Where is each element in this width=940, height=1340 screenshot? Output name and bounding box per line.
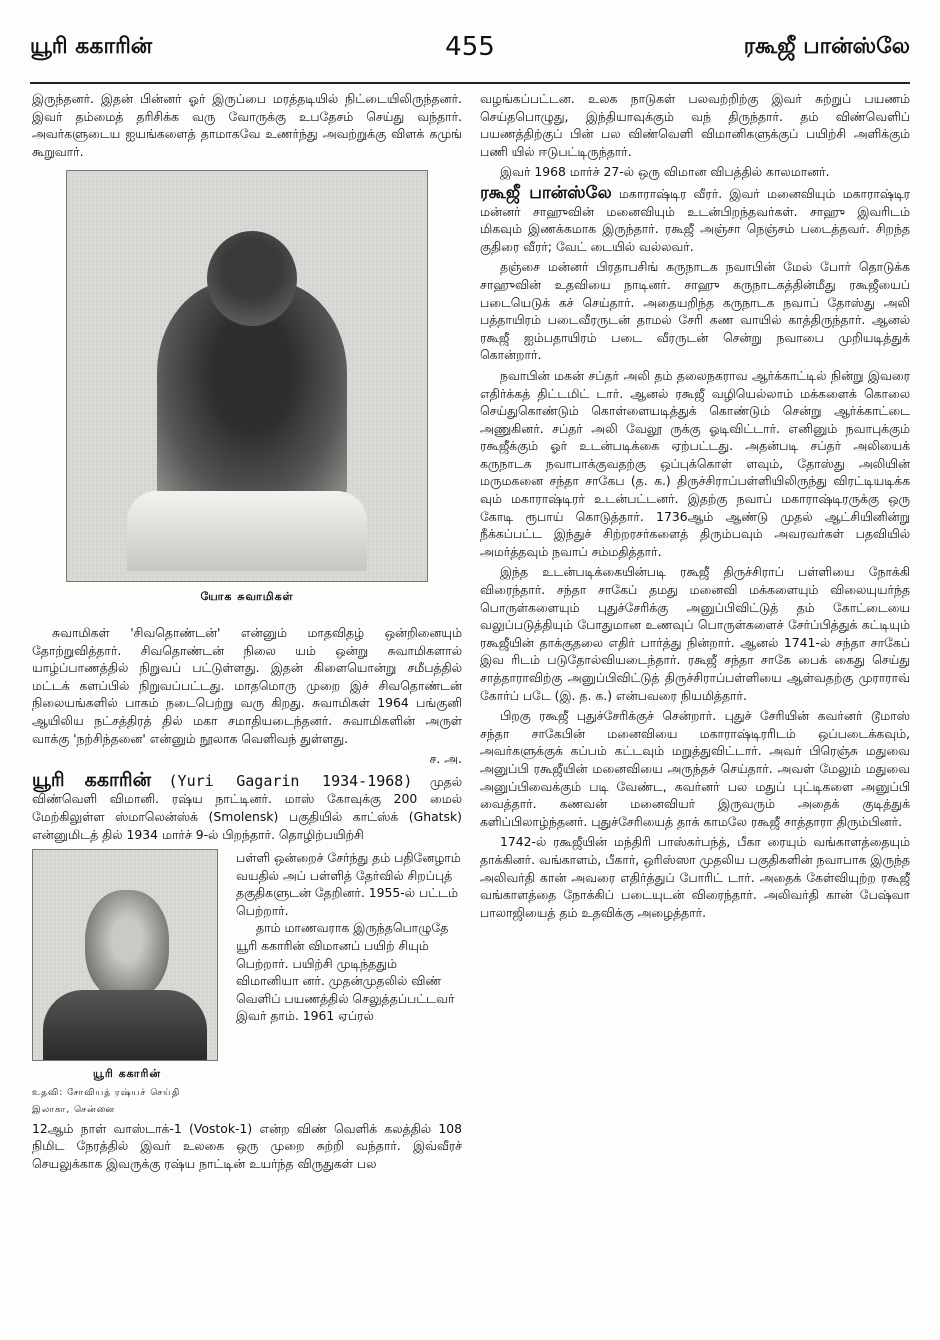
- gagarin-end-paragraph: 12ஆம் நாள் வாஸ்டாக்-1 (Vostok-1) என்ற விண் வெளிக் கலத்தில் 108 நிமிட நேரத்தில் இவர் உலகை ஒரு முறை சுற்றி வந்தார். இவ்வீரச் செயலுக்காக இவருக்கு ரஷ்ய நாட்டின் உயர்ந்த விருதுகள் பல: [32, 1120, 462, 1172]
- raghuji-paragraph-2: நவாபின் மகன் சப்தர் அலி தம் தலைநகராவ ஆர்க்காட்டில் நின்று இவரை எதிர்க்கத் திட்டமிட் டார். ஆனல் ரகூஜீ வழியெல்லாம் மக்களைக் கொலை செய்துகொண்டும் கொள்ளையடித்துக் கொண்டும் சென்று ஆர்க்காட்டை அணுகினர். சப்தர் அலி வேலூ ருக்கு ஓடிவிட்டார். எனினும் நவாபுக்கும் ரகூஜீக்கும் ஓர் உடன்படிக்கை ஏற்பட்டது. அதன்படி சப்தர் அலியைக் கருநாடக நவாபாக்குவதற்கு ஒப்புக்கொள் ளவும், தோஸ்து அலியின் மருமகனை சந்தா சாகேப (த. க.) திருச்சிராப்பள்ளியிலிருந்து விரட்டியடிக்க வும் மகாராஷ்டிரர் உடன்பட்டனர். இதற்கு நவாப் மகாராஷ்டிரருக்கு ஒரு கோடி ரூபாய் கொடுத்தார். 1736ஆம் ஆண்டு முதல் ஆட்சியினின்று நீக்கப்பட்ட இந்துச் சிற்றரசர்களைத் திரும்பவும் அவரவர்கள் பதவியில் அமர்த்தவும் நவாப் சம்மதித்தார்.: [480, 367, 910, 559]
- gagarin-photo: [32, 849, 218, 1061]
- photo-figure-cloth: [127, 491, 367, 571]
- header-rule: [30, 82, 910, 84]
- running-head-left: யூரி ககாரின்: [30, 34, 153, 59]
- left-column: [32, 90, 462, 1176]
- raghuji-paragraph-3: இந்த உடன்படிக்கையின்படி ரகூஜீ திருச்சிராப் பள்ளியை நோக்கி விரைந்தார். சந்தா சாகேப் தமது மனைவி மக்களையும் விலையுயர்ந்த பொருள்களையும் புதுச்சேரிக்கு அனுப்பிவிட்டுத் தம் கோட்டையை வலுப்படுத்தியும் போதுமான உணவுப் பொருள்களைச் சேர்ப்பித்துக் கட்டியும் ரகூஜீயின் தாக்குதலை எதிர் பார்த்து நின்றார். ஆனல் 1741-ல் சந்தா சாகேப் இவ ரிடம் படுதோல்வியடைந்தார். ரகூஜீ சந்தா சாகே பைக் கைது செய்து சாத்தாராவிற்கு அனுப்பிவிட்டுத் திருச்சிராப்பள்ளியை ஆள்வதற்கு முராராவ் கோர்ப் படே (இ. த. க.) என்பவரை நியமித்தார்.: [480, 564, 910, 703]
- yoga-swami-photo: [66, 170, 428, 582]
- photo-figure-head: [207, 231, 297, 326]
- gagarin-photo-credit: உதவி: சோவியத் ரஷ்யச் செய்தி இலாகா, சென்னை: [32, 1087, 181, 1116]
- right-column: [480, 90, 910, 924]
- running-head-right: ரகூஜீ பான்ஸ்லே: [743, 34, 910, 59]
- gagarin-intro-text: முதல் விண்வெளி விமானி. ரஷ்ய நாட்டினர். மாஸ் கோவுக்கு 200 மைல் மேற்கிலுள்ள ஸ்மாலென்ஸ்க் (Smolensk) பகுதியில் காட்ஸ்க் (Ghatsk) என்னுமிடத் தில் 1934 மார்ச் 9-ல் பிறந்தார். தொழிற்பயிற்சி: [32, 773, 462, 842]
- gagarin-entry-title: யூரி ககாரின்: [32, 768, 152, 791]
- gagarin-entry-intro: [32, 768, 462, 843]
- photo-face: [85, 890, 169, 1000]
- gagarin-side-paragraph-1: பள்ளி ஒன்றைச் சேர்ந்து தம் பதினேழாம் வயதில் அப் பள்ளித் தேர்வில் சிறப்புத் தகுதிகளுடன் தேறினர். 1955-ல் பட்டம் பெற்றார்.: [236, 850, 461, 918]
- raghuji-entry-intro: [480, 182, 910, 255]
- yoga-swami-continued: இருந்தனர். இதன் பின்னர் ஓர் இருப்பை மரத்தடியில் நிட்டையிலிருந்தனர். இவர் தம்மைத் தரிசிக்க வரு வோருக்கு உபதேசம் செய்து வந்தார். அவர்களுடைய ஐயங்களைத் தாமாகவே உணர்ந்து அவற்றுக்கு விளக் கமுங் கூறுவார்.: [32, 91, 462, 159]
- author-signature: ச. அ.: [429, 751, 462, 767]
- gagarin-side-text: [236, 849, 462, 1120]
- gagarin-photo-column: [32, 849, 222, 1120]
- yoga-swami-caption: யோக சுவாமிகள்: [200, 590, 294, 604]
- raghuji-paragraph-4: பிறகு ரகூஜீ புதுச்சேரிக்குச் சென்றார். புதுச் சேரியின் கவர்னர் டூமாஸ் சந்தா சாகேபின் மனைவியை மகாராஷ்டிரரிடம் ஒப்படைக்கவும், அவர்களுக்குக் கப்பம் கட்டவும் மறுத்துவிட்டார். அவர் பிரெஞ்சு மதுவை அனுப்பி ரகூஜீயின் மனைவியை அருந்தச் செய்தார். அவள் மேலும் மதுவை அனுப்பிவைக்கும் படி வேண்ட, கவர்னர் பல மதுப் புட்டிகளை அனுப்பி வைத்தார். கணவன் மனைவியர் இருவரும் அதைக் குடித்துக் களிப்பிலாழ்ந்தனர். புதுச்சேரியைத் தாக் காமலே ரகூஜீ சாத்தாரா திரும்பினர்.: [480, 708, 910, 829]
- gagarin-entry-latin: [169, 769, 413, 791]
- raghuji-paragraph-1: தஞ்சை மன்னர் பிரதாபசிங் கருநாடக நவாபின் மேல் போர் தொடுக்க சாஹுவின் உதவியை நாடினர். சாஹு கருநாடகத்தின்மீது ரகூஜீயைப் படையெடுக் கச் செய்தார். அதையறிந்த கருநாடக நவாப் தோஸ்து அலி பத்தாயிரம் படைவீரருடன் தாமல் சேரி கண வாயில் காத்திருந்தார். ஆனல் ரகூஜீ ஐம்பதாயிரம் படை வீரருடன் சென்று நவாபை முறியடித்துக் கொன்றார்.: [480, 259, 910, 363]
- page-number: 455: [445, 32, 495, 62]
- raghuji-intro-text: மகாராஷ்டிர வீரர். இவர் மனைவியும் மகாராஷ்டிர மன்னர் சாஹுவின் மனைவியும் உடன்பிறந்தவர்கள். சாஹு இவரிடம் மிகவும் இணக்கமாக இருந்தார். ரகூஜீ அஞ்சா நெஞ்சம் படைத்தவர். சிறந்த குதிரை வீரர்; வேட் டையில் வல்லவர்.: [480, 185, 910, 254]
- yoga-swami-paragraph: சுவாமிகள் 'சிவதொண்டன்' என்னும் மாதவிதழ் ஒன்றினையும் தோற்றுவித்தார். சிவதொண்டன் நிலை யம் ஒன்று சுவாமிகளால் யாழ்ப்பாணத்தில் நிறுவப் பட்டுள்ளது. இதன் கிளையொன்று சமீபத்தில் மட்டக் களப்பில் நிறுவப்பட்டது. மாதமொரு முறை இச் சிவதொண்டன் நிலையங்களில் பாகம் நடைபெற்று வரு கிறது. சுவாமிகள் 1964 பங்குனி ஆயிலிய நட்சத்திரத் தில் மகா சமாதியடைந்தனர். சுவாமிகளின் அருள் வாக்கு 'நற்சிந்தனை' என்னும் நூலாக வெளிவந் துள்ளது.: [32, 624, 462, 746]
- raghuji-paragraph-5: 1742-ல் ரகூஜீயின் மந்திரி பாஸ்கர்பந்த், பீகா ரையும் வங்காளத்தையும் தாக்கினர். வங்காளம், பீகார், ஒரிஸ்ஸா முதலிய பகுதிகளின் நவாபாக இருந்த அலிவர்தி கான் அவரை எதிர்த்துப் போரிட் டார். அதைக் கேள்வியுற்ற ரகூஜீ வங்காளத்தை நோக்கிப் படையுடன் விரைந்தார். அலிவர்தி கான் பேஷ்வா பாலாஜியைத் தம் உதவிக்கு அழைத்தார்.: [480, 834, 910, 920]
- raghuji-entry-title: ரகூஜீ பான்ஸ்லே: [480, 182, 612, 203]
- gagarin-latin-name: (Yuri Gagarin 1934-1968): [168, 771, 413, 790]
- gagarin-photo-block: [32, 849, 462, 1120]
- gagarin-side-paragraph-2: தாம் மாணவராக இருந்தபொழுதே யூரி ககாரின் விமானப் பயிற் சியும் பெற்றார். பயிற்சி முடிந்ததும் விமானியா னர். முதன்முதலில் விண் வெளிப் பயணத்தில் செலுத்தப்பட்டவர் இவர் தாம். 1961 ஏப்ரல்: [236, 920, 455, 1024]
- gagarin-continued: வழங்கப்பட்டன. உலக நாடுகள் பலவற்றிற்கு இவர் சுற்றுப் பயணம் செய்தபொழுது, இந்தியாவுக்கும் வந் திருந்தார். தம் விண்வெளிப் பயணத்திற்குப் பின் பல விண்வெளி விமானிகளுக்குப் பயிற்சி அளிக்கும் பணி யில் ஈடுபட்டிருந்தார்.: [480, 91, 910, 159]
- photo-coat: [43, 990, 207, 1060]
- gagarin-death: இவர் 1968 மார்ச் 27-ல் ஒரு விமான விபத்தில் காலமானர்.: [500, 164, 830, 180]
- gagarin-photo-caption: யூரி ககாரின்: [92, 1067, 162, 1081]
